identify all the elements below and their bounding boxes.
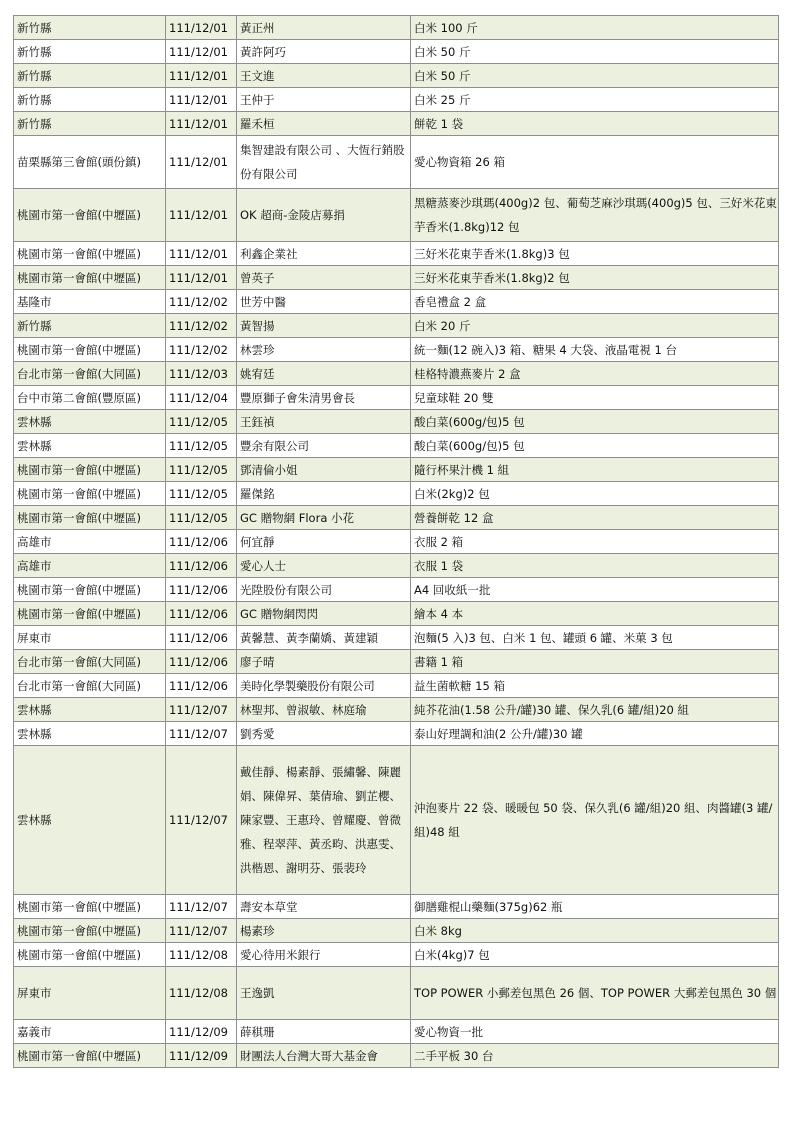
items-cell: A4 回收紙一批 — [411, 578, 779, 602]
items-cell: 黑糖蒸麥沙琪瑪(400g)2 包、葡萄芝麻沙琪瑪(400g)5 包、三好米花東芋香米(1.8kg)12 包 — [411, 189, 779, 242]
region-cell: 新竹縣 — [14, 16, 166, 40]
date-cell: 111/12/09 — [166, 1044, 237, 1068]
items-cell: 白米 20 斤 — [411, 314, 779, 338]
region-cell: 新竹縣 — [14, 40, 166, 64]
date-cell: 111/12/02 — [166, 290, 237, 314]
donor-cell: 愛心待用米銀行 — [237, 943, 411, 967]
donor-cell: GC 贈物網 Flora 小花 — [237, 506, 411, 530]
region-cell: 新竹縣 — [14, 64, 166, 88]
items-cell: 隨行杯果汁機 1 組 — [411, 458, 779, 482]
region-cell: 桃園市第一會館(中壢區) — [14, 895, 166, 919]
table-row — [14, 266, 779, 290]
table-row — [14, 136, 779, 189]
table-row — [14, 314, 779, 338]
date-cell: 111/12/08 — [166, 967, 237, 1020]
table-row — [14, 698, 779, 722]
date-cell: 111/12/05 — [166, 434, 237, 458]
donor-cell: 羅傑銘 — [237, 482, 411, 506]
items-cell: 白米 100 斤 — [411, 16, 779, 40]
region-cell: 高雄市 — [14, 530, 166, 554]
date-cell: 111/12/01 — [166, 40, 237, 64]
table-row — [14, 506, 779, 530]
region-cell: 桃園市第一會館(中壢區) — [14, 943, 166, 967]
date-cell: 111/12/01 — [166, 112, 237, 136]
items-cell: 白米(4kg)7 包 — [411, 943, 779, 967]
items-cell: 泡麵(5 入)3 包、白米 1 包、罐頭 6 罐、米菓 3 包 — [411, 626, 779, 650]
items-cell: 白米 25 斤 — [411, 88, 779, 112]
table-row — [14, 458, 779, 482]
table-row — [14, 919, 779, 943]
table-row — [14, 16, 779, 40]
region-cell: 雲林縣 — [14, 434, 166, 458]
region-cell: 桃園市第一會館(中壢區) — [14, 919, 166, 943]
region-cell: 台北市第一會館(大同區) — [14, 674, 166, 698]
donor-cell: 劉秀愛 — [237, 722, 411, 746]
items-cell: 泰山好理調和油(2 公升/罐)30 罐 — [411, 722, 779, 746]
donor-cell: 豐原獅子會朱清男會長 — [237, 386, 411, 410]
table-row — [14, 650, 779, 674]
date-cell: 111/12/06 — [166, 626, 237, 650]
date-cell: 111/12/01 — [166, 16, 237, 40]
table-row — [14, 746, 779, 895]
items-cell: 愛心物資一批 — [411, 1020, 779, 1044]
items-cell: 酸白菜(600g/包)5 包 — [411, 410, 779, 434]
donor-cell: 王仲于 — [237, 88, 411, 112]
date-cell: 111/12/06 — [166, 530, 237, 554]
date-cell: 111/12/01 — [166, 242, 237, 266]
date-cell: 111/12/05 — [166, 506, 237, 530]
region-cell: 桃園市第一會館(中壢區) — [14, 482, 166, 506]
table-row — [14, 338, 779, 362]
region-cell: 桃園市第一會館(中壢區) — [14, 266, 166, 290]
donor-cell: 姚宥廷 — [237, 362, 411, 386]
date-cell: 111/12/02 — [166, 338, 237, 362]
region-cell: 基隆市 — [14, 290, 166, 314]
table-row — [14, 242, 779, 266]
table-row — [14, 189, 779, 242]
table-row — [14, 895, 779, 919]
items-cell: 兒童球鞋 20 雙 — [411, 386, 779, 410]
date-cell: 111/12/07 — [166, 746, 237, 895]
table-row — [14, 434, 779, 458]
table-row — [14, 554, 779, 578]
table-row — [14, 482, 779, 506]
donor-cell: 王逸凱 — [237, 967, 411, 1020]
donor-cell: 世芳中醫 — [237, 290, 411, 314]
donor-cell: 利鑫企業社 — [237, 242, 411, 266]
date-cell: 111/12/09 — [166, 1020, 237, 1044]
table-row — [14, 40, 779, 64]
items-cell: 愛心物資箱 26 箱 — [411, 136, 779, 189]
date-cell: 111/12/07 — [166, 698, 237, 722]
table-row — [14, 943, 779, 967]
region-cell: 雲林縣 — [14, 746, 166, 895]
items-cell: 酸白菜(600g/包)5 包 — [411, 434, 779, 458]
region-cell: 雲林縣 — [14, 722, 166, 746]
items-cell: 二手平板 30 台 — [411, 1044, 779, 1068]
items-cell: 白米(2kg)2 包 — [411, 482, 779, 506]
date-cell: 111/12/05 — [166, 458, 237, 482]
donor-cell: 財團法人台灣大哥大基金會 — [237, 1044, 411, 1068]
donor-cell: 美時化學製藥股份有限公司 — [237, 674, 411, 698]
date-cell: 111/12/05 — [166, 410, 237, 434]
donor-cell: 黃智揚 — [237, 314, 411, 338]
items-cell: 益生菌軟糖 15 箱 — [411, 674, 779, 698]
donor-cell: 廖子晴 — [237, 650, 411, 674]
table-row — [14, 290, 779, 314]
items-cell: 繪本 4 本 — [411, 602, 779, 626]
donor-cell: 集智建設有限公司 、大恆行銷股份有限公司 — [237, 136, 411, 189]
items-cell: 沖泡麥片 22 袋、暖暖包 50 袋、保久乳(6 罐/組)20 組、肉醬罐(3 罐/組)48 組 — [411, 746, 779, 895]
region-cell: 高雄市 — [14, 554, 166, 578]
table-row — [14, 530, 779, 554]
donor-cell: 豐余有限公司 — [237, 434, 411, 458]
table-row — [14, 386, 779, 410]
donor-cell: 鄧清倫小姐 — [237, 458, 411, 482]
region-cell: 桃園市第一會館(中壢區) — [14, 578, 166, 602]
date-cell: 111/12/06 — [166, 674, 237, 698]
date-cell: 111/12/01 — [166, 64, 237, 88]
date-cell: 111/12/06 — [166, 602, 237, 626]
date-cell: 111/12/04 — [166, 386, 237, 410]
region-cell: 台北市第一會館(大同區) — [14, 362, 166, 386]
region-cell: 桃園市第一會館(中壢區) — [14, 506, 166, 530]
table-row — [14, 602, 779, 626]
date-cell: 111/12/01 — [166, 266, 237, 290]
items-cell: 衣服 1 袋 — [411, 554, 779, 578]
date-cell: 111/12/06 — [166, 554, 237, 578]
items-cell: 餅乾 1 袋 — [411, 112, 779, 136]
region-cell: 桃園市第一會館(中壢區) — [14, 458, 166, 482]
donor-cell: 曾英子 — [237, 266, 411, 290]
donor-cell: 林雲珍 — [237, 338, 411, 362]
donor-cell: 何宜靜 — [237, 530, 411, 554]
donor-cell: 王文進 — [237, 64, 411, 88]
items-cell: 桂格特濃燕麥片 2 盒 — [411, 362, 779, 386]
date-cell: 111/12/07 — [166, 919, 237, 943]
region-cell: 台中市第二會館(豐原區) — [14, 386, 166, 410]
donor-cell: 戴佳靜、楊素靜、張繡馨、陳麗娟、陳偉昇、葉倩瑜、劉芷櫻、陳家豐、王惠玲、曾耀慶、曾微雅、程翠萍、黃丞畇、洪惠雯、洪楷恩、謝明芬、張裴玲 — [237, 746, 411, 895]
date-cell: 111/12/06 — [166, 578, 237, 602]
date-cell: 111/12/06 — [166, 650, 237, 674]
donor-cell: OK 超商-金陵店募捐 — [237, 189, 411, 242]
region-cell: 桃園市第一會館(中壢區) — [14, 338, 166, 362]
items-cell: 香皂禮盒 2 盒 — [411, 290, 779, 314]
table-row — [14, 362, 779, 386]
region-cell: 桃園市第一會館(中壢區) — [14, 242, 166, 266]
items-cell: 營養餅乾 12 盒 — [411, 506, 779, 530]
date-cell: 111/12/08 — [166, 943, 237, 967]
items-cell: 衣服 2 箱 — [411, 530, 779, 554]
table-row — [14, 674, 779, 698]
region-cell: 屏東市 — [14, 626, 166, 650]
table-row — [14, 1044, 779, 1068]
donor-cell: 光陞股份有限公司 — [237, 578, 411, 602]
region-cell: 新竹縣 — [14, 88, 166, 112]
items-cell: 白米 8kg — [411, 919, 779, 943]
date-cell: 111/12/01 — [166, 136, 237, 189]
items-cell: 三好米花東芋香米(1.8kg)3 包 — [411, 242, 779, 266]
donor-cell: GC 贈物網閃閃 — [237, 602, 411, 626]
donor-cell: 林聖邦、曾淑敏、林庭瑜 — [237, 698, 411, 722]
region-cell: 嘉義市 — [14, 1020, 166, 1044]
date-cell: 111/12/05 — [166, 482, 237, 506]
table-row — [14, 88, 779, 112]
table-row — [14, 112, 779, 136]
region-cell: 台北市第一會館(大同區) — [14, 650, 166, 674]
items-cell: 白米 50 斤 — [411, 64, 779, 88]
items-cell: 純芥花油(1.58 公升/罐)30 罐、保久乳(6 罐/組)20 組 — [411, 698, 779, 722]
region-cell: 雲林縣 — [14, 410, 166, 434]
donor-cell: 羅禾桓 — [237, 112, 411, 136]
donor-cell: 黃正州 — [237, 16, 411, 40]
items-cell: 白米 50 斤 — [411, 40, 779, 64]
table-row — [14, 967, 779, 1020]
date-cell: 111/12/01 — [166, 189, 237, 242]
table-row — [14, 1020, 779, 1044]
region-cell: 苗栗縣第三會館(頭份鎮) — [14, 136, 166, 189]
donation-table — [13, 15, 779, 1068]
region-cell: 桃園市第一會館(中壢區) — [14, 602, 166, 626]
region-cell: 桃園市第一會館(中壢區) — [14, 1044, 166, 1068]
region-cell: 桃園市第一會館(中壢區) — [14, 189, 166, 242]
date-cell: 111/12/07 — [166, 895, 237, 919]
table-row — [14, 410, 779, 434]
date-cell: 111/12/03 — [166, 362, 237, 386]
items-cell: TOP POWER 小郵差包黑色 26 個、TOP POWER 大郵差包黑色 30 個 — [411, 967, 779, 1020]
date-cell: 111/12/01 — [166, 88, 237, 112]
region-cell: 新竹縣 — [14, 112, 166, 136]
region-cell: 新竹縣 — [14, 314, 166, 338]
donor-cell: 愛心人士 — [237, 554, 411, 578]
donor-cell: 王鈺禎 — [237, 410, 411, 434]
date-cell: 111/12/02 — [166, 314, 237, 338]
donor-cell: 壽安本草堂 — [237, 895, 411, 919]
donor-cell: 黃許阿巧 — [237, 40, 411, 64]
items-cell: 書籍 1 箱 — [411, 650, 779, 674]
donor-cell: 薛稘珊 — [237, 1020, 411, 1044]
table-row — [14, 626, 779, 650]
region-cell: 雲林縣 — [14, 698, 166, 722]
table-row — [14, 578, 779, 602]
donor-cell: 楊素珍 — [237, 919, 411, 943]
table-row — [14, 722, 779, 746]
items-cell: 三好米花東芋香米(1.8kg)2 包 — [411, 266, 779, 290]
region-cell: 屏東市 — [14, 967, 166, 1020]
items-cell: 御膳雞棍山藥麵(375g)62 瓶 — [411, 895, 779, 919]
donation-table-body — [14, 16, 779, 1068]
items-cell: 統一麵(12 碗入)3 箱、糖果 4 大袋、液晶電視 1 台 — [411, 338, 779, 362]
date-cell: 111/12/07 — [166, 722, 237, 746]
donor-cell: 黃馨慧、黃李蘭嬌、黃建穎 — [237, 626, 411, 650]
table-row — [14, 64, 779, 88]
